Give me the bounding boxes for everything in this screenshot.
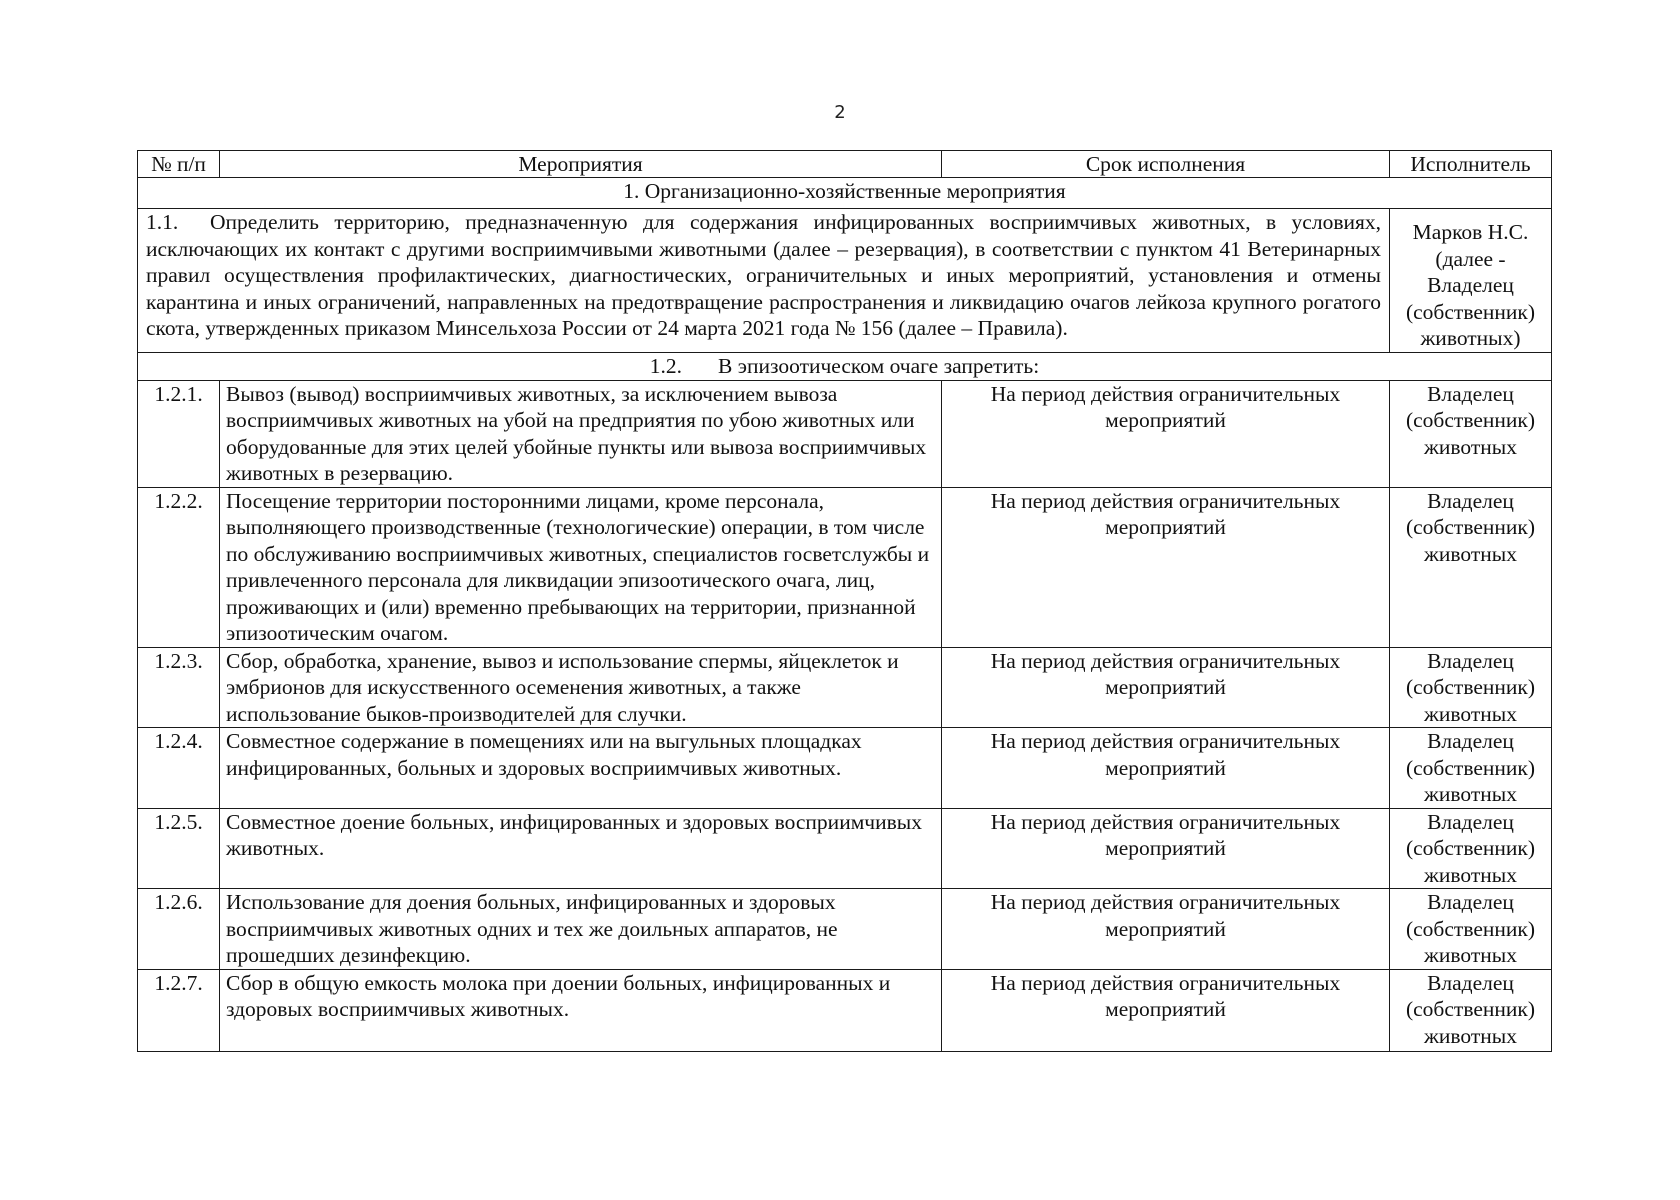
section-1-2-row — [138, 352, 1552, 380]
row-term: На период действия ограничительных мероприятий — [942, 728, 1390, 809]
measures-table — [137, 150, 1552, 1052]
row-executor: Владелец (собственник) животных — [1390, 647, 1552, 728]
row-num: 1.2.4. — [138, 728, 220, 809]
table-header-row — [138, 151, 1552, 178]
row-num: 1.2.5. — [138, 808, 220, 889]
row-executor: Владелец (собственник) животных — [1390, 969, 1552, 1051]
header-activity: Мероприятия — [220, 151, 942, 178]
row-term: На период действия ограничительных мероприятий — [942, 969, 1390, 1051]
row-num: 1.2.3. — [138, 647, 220, 728]
row-term: На период действия ограничительных мероприятий — [942, 380, 1390, 487]
row-num: 1.2.7. — [138, 969, 220, 1051]
section-1-2-title: В эпизоотическом очаге запретить: — [718, 353, 1040, 378]
header-term: Срок исполнения — [942, 151, 1390, 178]
item-1-1-text: Определить территорию, предназначенную для содержания инфицированных восприимчивых животных, в условиях, исключающих их контакт с другими восприимчивыми животными (далее – резервация), в соответствии с пунктом 41 Ветеринарных правил осуществления профилактических, диагностических, ограничительных и иных мероприятий, установления и отмены карантина и иных ограничений, направленных на предотвращение распространения и ликвидацию очагов лейкоза крупного рогатого скота, утвержденных приказом Минсельхоза России от 24 марта 2021 года № 156 (далее – Правила). — [146, 210, 1381, 340]
header-num: № п/п — [138, 151, 220, 178]
row-activity: Использование для доения больных, инфицированных и здоровых восприимчивых животных одних и тех же доильных аппаратов, не прошедших дезинфекцию. — [220, 889, 942, 970]
item-1-1-cell — [138, 209, 1390, 353]
table-row — [138, 487, 1552, 647]
header-executor: Исполнитель — [1390, 151, 1552, 178]
row-activity: Совместное доение больных, инфицированных и здоровых восприимчивых животных. — [220, 808, 942, 889]
row-activity: Совместное содержание в помещениях или на выгульных площадках инфицированных, больных и здоровых восприимчивых животных. — [220, 728, 942, 809]
row-activity: Сбор, обработка, хранение, вывоз и использование спермы, яйцеклеток и эмбрионов для искусственного осеменения животных, а также использование быков-производителей для случки. — [220, 647, 942, 728]
row-term: На период действия ограничительных мероприятий — [942, 889, 1390, 970]
row-activity: Сбор в общую емкость молока при доении больных, инфицированных и здоровых восприимчивых животных. — [220, 969, 942, 1051]
measures-rows — [138, 380, 1552, 1051]
item-1-1-row — [138, 209, 1552, 353]
item-1-1-executor: Марков Н.С. (далее - Владелец (собственник) животных) — [1390, 209, 1552, 353]
row-term: На период действия ограничительных мероприятий — [942, 487, 1390, 647]
row-num: 1.2.6. — [138, 889, 220, 970]
row-term: На период действия ограничительных мероприятий — [942, 647, 1390, 728]
page-number: 2 — [834, 102, 846, 123]
row-executor: Владелец (собственник) животных — [1390, 380, 1552, 487]
section-1-2-cell — [138, 352, 1552, 380]
row-executor: Владелец (собственник) животных — [1390, 487, 1552, 647]
row-activity: Вывоз (вывод) восприимчивых животных, за исключением вывоза восприимчивых животных на убой на предприятия по убою животных или оборудованные для этих целей убойные пункты или вывоза восприимчивых животных в резервацию. — [220, 380, 942, 487]
table-row — [138, 969, 1552, 1051]
row-executor: Владелец (собственник) животных — [1390, 728, 1552, 809]
section-1-2-num: 1.2. — [649, 353, 683, 378]
item-1-1-num: 1.1. — [146, 210, 179, 234]
row-executor: Владелец (собственник) животных — [1390, 889, 1552, 970]
table-row — [138, 889, 1552, 970]
table-row — [138, 808, 1552, 889]
row-executor: Владелец (собственник) животных — [1390, 808, 1552, 889]
table-row — [138, 728, 1552, 809]
section-1-row — [138, 178, 1552, 209]
row-activity: Посещение территории посторонними лицами, кроме персонала, выполняющего производственные (технологические) операции, в том числе по обслуживанию восприимчивых животных, специалистов госветслужбы и привлеченного персонала для ликвидации эпизоотического очага, лиц, проживающих и (или) временно пребывающих на территории, признанной эпизоотическим очагом. — [220, 487, 942, 647]
table-row — [138, 380, 1552, 487]
section-1-title: 1. Организационно-хозяйственные мероприятия — [138, 178, 1552, 209]
row-num: 1.2.1. — [138, 380, 220, 487]
table-row — [138, 647, 1552, 728]
row-num: 1.2.2. — [138, 487, 220, 647]
row-term: На период действия ограничительных мероприятий — [942, 808, 1390, 889]
